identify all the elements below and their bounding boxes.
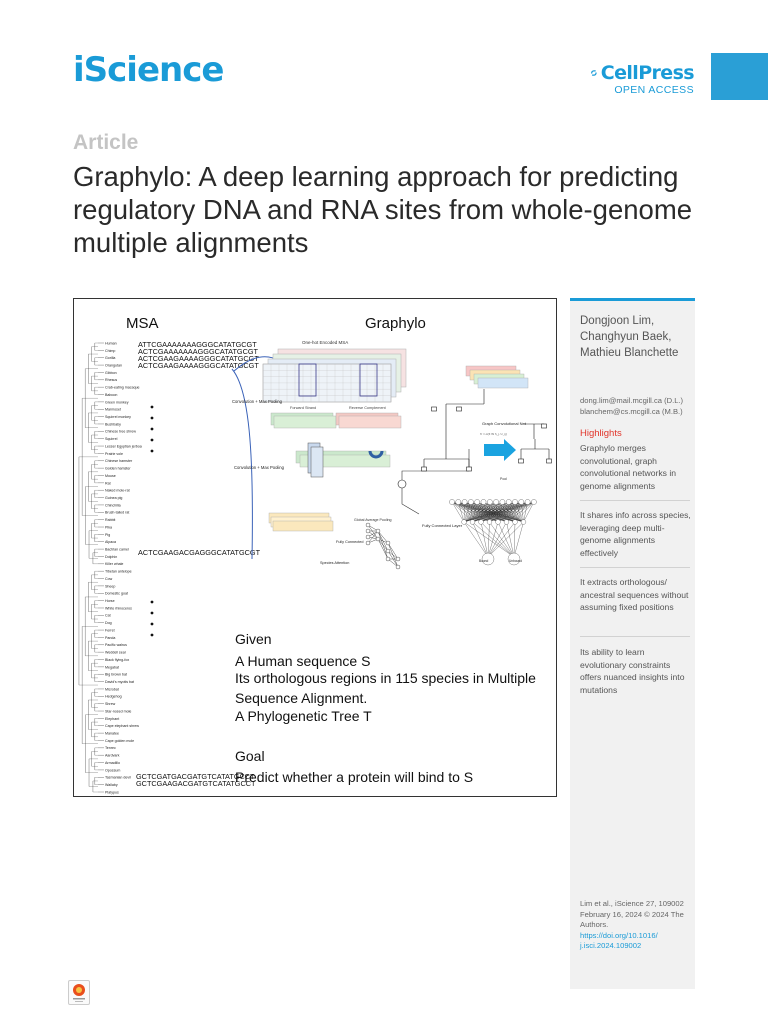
species-label: Human (105, 341, 117, 346)
gcn-tree (422, 389, 552, 471)
one-hot-label: One-hot Encoded MSA (302, 340, 349, 345)
fc-label: Fully Connected (336, 540, 364, 544)
highlight-item: It extracts orthologous/ ancestral sequences without assuming fixed positions (580, 577, 689, 612)
species-label: Elephant (105, 716, 120, 721)
species-label: Pacific walrus (105, 643, 127, 648)
species-label: Pika (105, 525, 112, 530)
citation (580, 899, 692, 952)
msa-title: MSA (126, 315, 159, 332)
species-label: Hedgehog (105, 694, 122, 699)
output-network (449, 499, 536, 565)
article-type: Article (73, 131, 139, 154)
one-hot-msa (263, 340, 406, 402)
species-label: Horse (105, 599, 115, 604)
highlight-item: It shares info across species, leveraging deep multi-genome alignments effectively (580, 510, 691, 558)
article-title: Graphylo: A deep learning approach for predicting regulatory DNA and RNA sites from whole-genome multiple alignments (73, 161, 693, 258)
forward-strand-label: Forward Strand (290, 406, 317, 410)
cellpress-logo-icon (590, 64, 598, 82)
citation-text: Lim et al., iScience 27, 109002 February 16, 2024 © 2024 The Authors. (580, 899, 684, 929)
article-sidebar (570, 298, 695, 989)
species-label: Alpaca (105, 540, 116, 545)
highlights-title: Highlights (580, 428, 622, 439)
ellipsis-dot (151, 623, 154, 626)
species-label: Killer whale (105, 562, 124, 567)
species-label: Chimp (105, 348, 116, 353)
species-label: Bactrian camel (105, 547, 129, 552)
species-label: Black flying-fox (105, 657, 130, 662)
gcn-label: Graph Convolutional Net (482, 421, 526, 426)
ellipsis-dot (151, 439, 154, 442)
species-label: Naked mole-rat (105, 488, 130, 493)
species-label: Tibetan antelope (105, 569, 132, 574)
species-label: Armadillo (105, 760, 120, 765)
graphylo-title: Graphylo (365, 315, 426, 332)
ellipsis-dot (151, 417, 154, 420)
msa-sequence: GCTCGAAGACGATGTCATATGCCT (136, 779, 256, 788)
graphical-abstract (73, 298, 557, 797)
species-label: Brush-tailed rat (105, 510, 130, 515)
pool-label: Pool (500, 477, 508, 481)
species-label: Guinea pig (105, 495, 123, 500)
species-label: Shrew (105, 702, 116, 707)
species-label: Bushbaby (105, 422, 121, 427)
species-label: David's myotis bat (105, 679, 135, 684)
species-label: Gorilla (105, 356, 116, 361)
species-label: Microbat (105, 687, 119, 692)
corner-accent-block (711, 53, 768, 100)
msa-sequence: ACTCGAAGAAAAGGGCATATGCGT (138, 361, 259, 370)
species-label: Cow (105, 576, 113, 581)
highlight-divider (580, 567, 690, 568)
species-label: Opossum (105, 768, 121, 773)
bound-label: Bound (479, 559, 489, 563)
gcn-arrow (484, 439, 516, 461)
species-label: Panda (105, 635, 116, 640)
msa-sequence: ACTCGAAAAAAAGGGCATATGCGT (138, 347, 259, 356)
species-label: Platypus (105, 790, 119, 795)
msa-sequence: GCTCGATGACGATGTCATATGCCT (136, 772, 255, 781)
species-label: Rabbit (105, 518, 116, 523)
crossmark-icon[interactable] (68, 980, 90, 1005)
goal-title: Goal (235, 748, 265, 764)
given-item: A Human sequence S (235, 653, 371, 669)
contact-emails (580, 395, 696, 417)
doi-link[interactable]: https://doi.org/10.1016/ j.isci.2024.109002 (580, 930, 658, 950)
species-label: Manatee (105, 731, 119, 736)
species-label: Chinchilla (105, 503, 121, 508)
species-label: Star-nosed mole (105, 709, 132, 714)
species-label: Dolphin (105, 554, 118, 559)
species-label: Cat (105, 613, 111, 618)
journal-logo[interactable]: iScience (73, 50, 224, 90)
species-label: Squirrel monkey (105, 415, 131, 420)
gcn-formula: h' = σ(Σ W h_j / c_ij) (480, 432, 507, 436)
species-label: Ferret (105, 628, 115, 633)
attention-label: Species Attention (320, 561, 350, 565)
phylogenetic-tree (79, 343, 104, 792)
species-label: Chinese tree shrew (105, 429, 136, 434)
highlight-divider (580, 500, 690, 501)
fully-connected-net (366, 523, 400, 569)
species-label: Weddell seal (105, 650, 126, 655)
contact-email[interactable]: blanchem@cs.mcgill.ca (M.B.) (580, 407, 683, 416)
conv-block-2 (296, 443, 390, 477)
strand-feature-maps (271, 406, 401, 428)
contact-email[interactable]: dong.lim@mail.mcgill.ca (D.L.) (580, 396, 684, 405)
species-label: Lesser Egyptian jerboa (105, 444, 142, 449)
given-item: Its orthologous regions in 115 species in Multiple (235, 670, 536, 686)
fc-layer-label: Fully Connected Layer (422, 523, 463, 528)
species-label: Marmoset (105, 407, 121, 412)
highlight-item: Its ability to learn evolutionary constraints offers nuanced insights into mutations (580, 647, 685, 695)
species-label: Domestic goat (105, 591, 128, 596)
merge-node (398, 480, 406, 488)
author-list: Dongjoon Lim, Changhyun Baek, Mathieu Blanchette (580, 315, 679, 359)
ellipsis-dot (151, 450, 154, 453)
species-label: Crab-eating macaque (105, 385, 140, 390)
species-labels (105, 341, 142, 794)
ellipsis-dot (151, 406, 154, 409)
species-label: Big brown bat (105, 672, 127, 677)
species-label: Baboon (105, 392, 118, 397)
species-label: Sheep (105, 584, 116, 589)
reverse-strand-label: Reverse Complement (349, 406, 386, 410)
msa-sequence: ACTCGAAGACGAGGGCATATGCGT (138, 548, 261, 557)
species-label: Gibbon (105, 370, 117, 375)
gcn-inputs (466, 366, 528, 388)
highlight-divider (580, 636, 690, 637)
graphical-abstract-figure (74, 299, 557, 797)
highlight-item: Graphylo merges convolutional, graph convolutional networks in genome alignments (580, 443, 677, 491)
species-label: Dog (105, 621, 112, 626)
species-label: Mouse (105, 473, 116, 478)
pooling-label: Global Average Pooling (354, 518, 392, 522)
species-label: Squirrel (105, 437, 118, 442)
given-item: Sequence Alignment. (235, 690, 368, 706)
species-label: Rat (105, 481, 111, 486)
conv-label-2: Convolution + Max Pooling (234, 465, 284, 470)
ellipsis-dot (151, 428, 154, 431)
goal-text: Predict whether a protein will bind to S (235, 769, 474, 785)
species-label: White rhinoceros (105, 606, 132, 611)
msa-sequence: ACTCGAAGAAAAGGGCATATGCGT (138, 354, 259, 363)
species-label: Prairie vole (105, 451, 123, 456)
species-label: Golden hamster (105, 466, 131, 471)
species-label: Aardvark (105, 753, 120, 758)
msa-arrow (232, 369, 252, 559)
msa-sequence: ATTCGAAAAAAAGGGCATATGCGT (138, 340, 257, 349)
publisher-logo[interactable] (590, 62, 694, 96)
unbound-label: Unbound (509, 559, 522, 563)
ellipsis-dot (151, 601, 154, 604)
ellipsis-dot (151, 634, 154, 637)
ellipsis-dots (151, 406, 154, 637)
given-title: Given (235, 631, 272, 647)
species-label: Rhesus (105, 378, 118, 383)
species-label: Chinese hamster (105, 459, 133, 464)
species-label: Tasmanian devil (105, 775, 131, 780)
given-item: A Phylogenetic Tree T (235, 708, 372, 724)
species-label: Megabat (105, 665, 119, 670)
ellipsis-dot (151, 612, 154, 615)
publisher-name: CellPress (600, 62, 694, 84)
species-label: Wallaby (105, 783, 118, 788)
species-label: Cape elephant shrew (105, 724, 139, 729)
species-label: Green monkey (105, 400, 129, 405)
species-label: Pig (105, 532, 111, 537)
conv-label-1: Convolution + Max Pooling (232, 399, 282, 404)
species-label: Tenrec (105, 746, 116, 751)
species-label: Orangutan (105, 363, 122, 368)
species-label: Cape golden mole (105, 738, 135, 743)
open-access-label: OPEN ACCESS (614, 84, 694, 96)
